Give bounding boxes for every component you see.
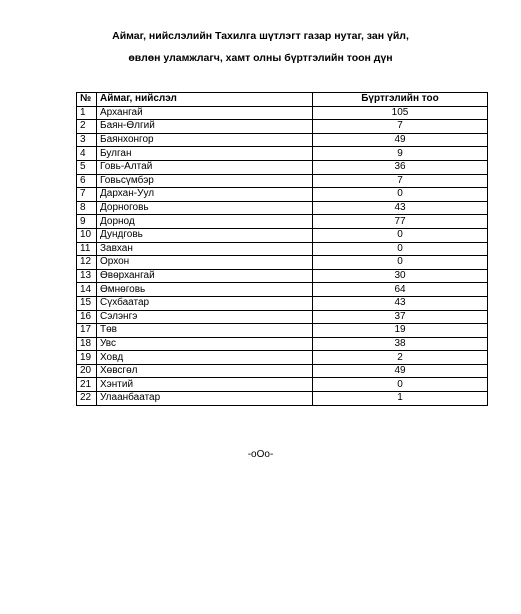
table-row (77, 120, 488, 134)
table-body (77, 106, 488, 405)
row-registration-count: 43 (313, 296, 488, 310)
row-registration-count: 0 (313, 242, 488, 256)
table-row (77, 324, 488, 338)
table-row (77, 133, 488, 147)
row-province-name: Дархан-Уул (97, 188, 313, 202)
row-province-name: Баян-Өлгий (97, 120, 313, 134)
row-registration-count: 0 (313, 188, 488, 202)
row-province-name: Хэнтий (97, 378, 313, 392)
row-number: 10 (77, 228, 97, 242)
table-row (77, 106, 488, 120)
row-number: 16 (77, 310, 97, 324)
row-province-name: Завхан (97, 242, 313, 256)
row-province-name: Дорноговь (97, 201, 313, 215)
row-registration-count: 30 (313, 269, 488, 283)
document-footer: -oOo- (247, 449, 274, 460)
row-number: 19 (77, 351, 97, 365)
table-row (77, 242, 488, 256)
row-registration-count: 37 (313, 310, 488, 324)
row-number: 21 (77, 378, 97, 392)
table-row (77, 256, 488, 270)
table-row (77, 160, 488, 174)
row-registration-count: 49 (313, 133, 488, 147)
row-province-name: Төв (97, 324, 313, 338)
row-number: 8 (77, 201, 97, 215)
header-registration-count: Бүртгэлийн тоо (313, 93, 488, 107)
table-row (77, 337, 488, 351)
row-number: 4 (77, 147, 97, 161)
row-province-name: Улаанбаатар (97, 392, 313, 406)
row-province-name: Булган (97, 147, 313, 161)
row-province-name: Увс (97, 337, 313, 351)
row-number: 9 (77, 215, 97, 229)
row-number: 22 (77, 392, 97, 406)
table-row (77, 147, 488, 161)
row-number: 2 (77, 120, 97, 134)
table-row (77, 201, 488, 215)
row-registration-count: 7 (313, 120, 488, 134)
table-row (77, 174, 488, 188)
row-registration-count: 36 (313, 160, 488, 174)
table-row (77, 351, 488, 365)
registration-table (76, 92, 488, 406)
row-number: 11 (77, 242, 97, 256)
row-province-name: Өвөрхангай (97, 269, 313, 283)
row-registration-count: 38 (313, 337, 488, 351)
row-number: 14 (77, 283, 97, 297)
row-province-name: Өмнөговь (97, 283, 313, 297)
header-province: Аймаг, нийслэл (97, 93, 313, 107)
header-number: № (77, 93, 97, 107)
table-row (77, 364, 488, 378)
row-registration-count: 64 (313, 283, 488, 297)
row-number: 13 (77, 269, 97, 283)
document-title-line-1: Аймаг, нийслэлийн Тахилга шүтлэгт газар нутаг, зан үйл, (112, 30, 409, 42)
row-number: 17 (77, 324, 97, 338)
row-province-name: Дундговь (97, 228, 313, 242)
row-registration-count: 77 (313, 215, 488, 229)
row-registration-count: 0 (313, 256, 488, 270)
row-province-name: Ховд (97, 351, 313, 365)
table-row (77, 378, 488, 392)
row-province-name: Архангай (97, 106, 313, 120)
table-row (77, 269, 488, 283)
table-row (77, 310, 488, 324)
row-registration-count: 2 (313, 351, 488, 365)
row-number: 18 (77, 337, 97, 351)
table-row (77, 296, 488, 310)
row-registration-count: 0 (313, 228, 488, 242)
row-number: 12 (77, 256, 97, 270)
row-registration-count: 19 (313, 324, 488, 338)
row-number: 15 (77, 296, 97, 310)
row-province-name: Хөвсгөл (97, 364, 313, 378)
document-title-line-2: өвлөн уламжлагч, хамт олны бүртгэлийн тоон дүн (128, 52, 393, 64)
row-number: 5 (77, 160, 97, 174)
row-number: 3 (77, 133, 97, 147)
row-province-name: Говь-Алтай (97, 160, 313, 174)
row-number: 7 (77, 188, 97, 202)
row-province-name: Сэлэнгэ (97, 310, 313, 324)
row-number: 20 (77, 364, 97, 378)
row-province-name: Сүхбаатар (97, 296, 313, 310)
row-registration-count: 7 (313, 174, 488, 188)
table-row (77, 215, 488, 229)
row-registration-count: 49 (313, 364, 488, 378)
row-province-name: Орхон (97, 256, 313, 270)
row-number: 1 (77, 106, 97, 120)
row-registration-count: 9 (313, 147, 488, 161)
table-header-row (77, 93, 488, 107)
row-registration-count: 43 (313, 201, 488, 215)
row-registration-count: 1 (313, 392, 488, 406)
table-row (77, 392, 488, 406)
row-province-name: Говьсүмбэр (97, 174, 313, 188)
table-row (77, 228, 488, 242)
row-province-name: Дорнод (97, 215, 313, 229)
row-registration-count: 105 (313, 106, 488, 120)
row-registration-count: 0 (313, 378, 488, 392)
table-row (77, 283, 488, 297)
row-province-name: Баянхонгор (97, 133, 313, 147)
row-number: 6 (77, 174, 97, 188)
table-row (77, 188, 488, 202)
